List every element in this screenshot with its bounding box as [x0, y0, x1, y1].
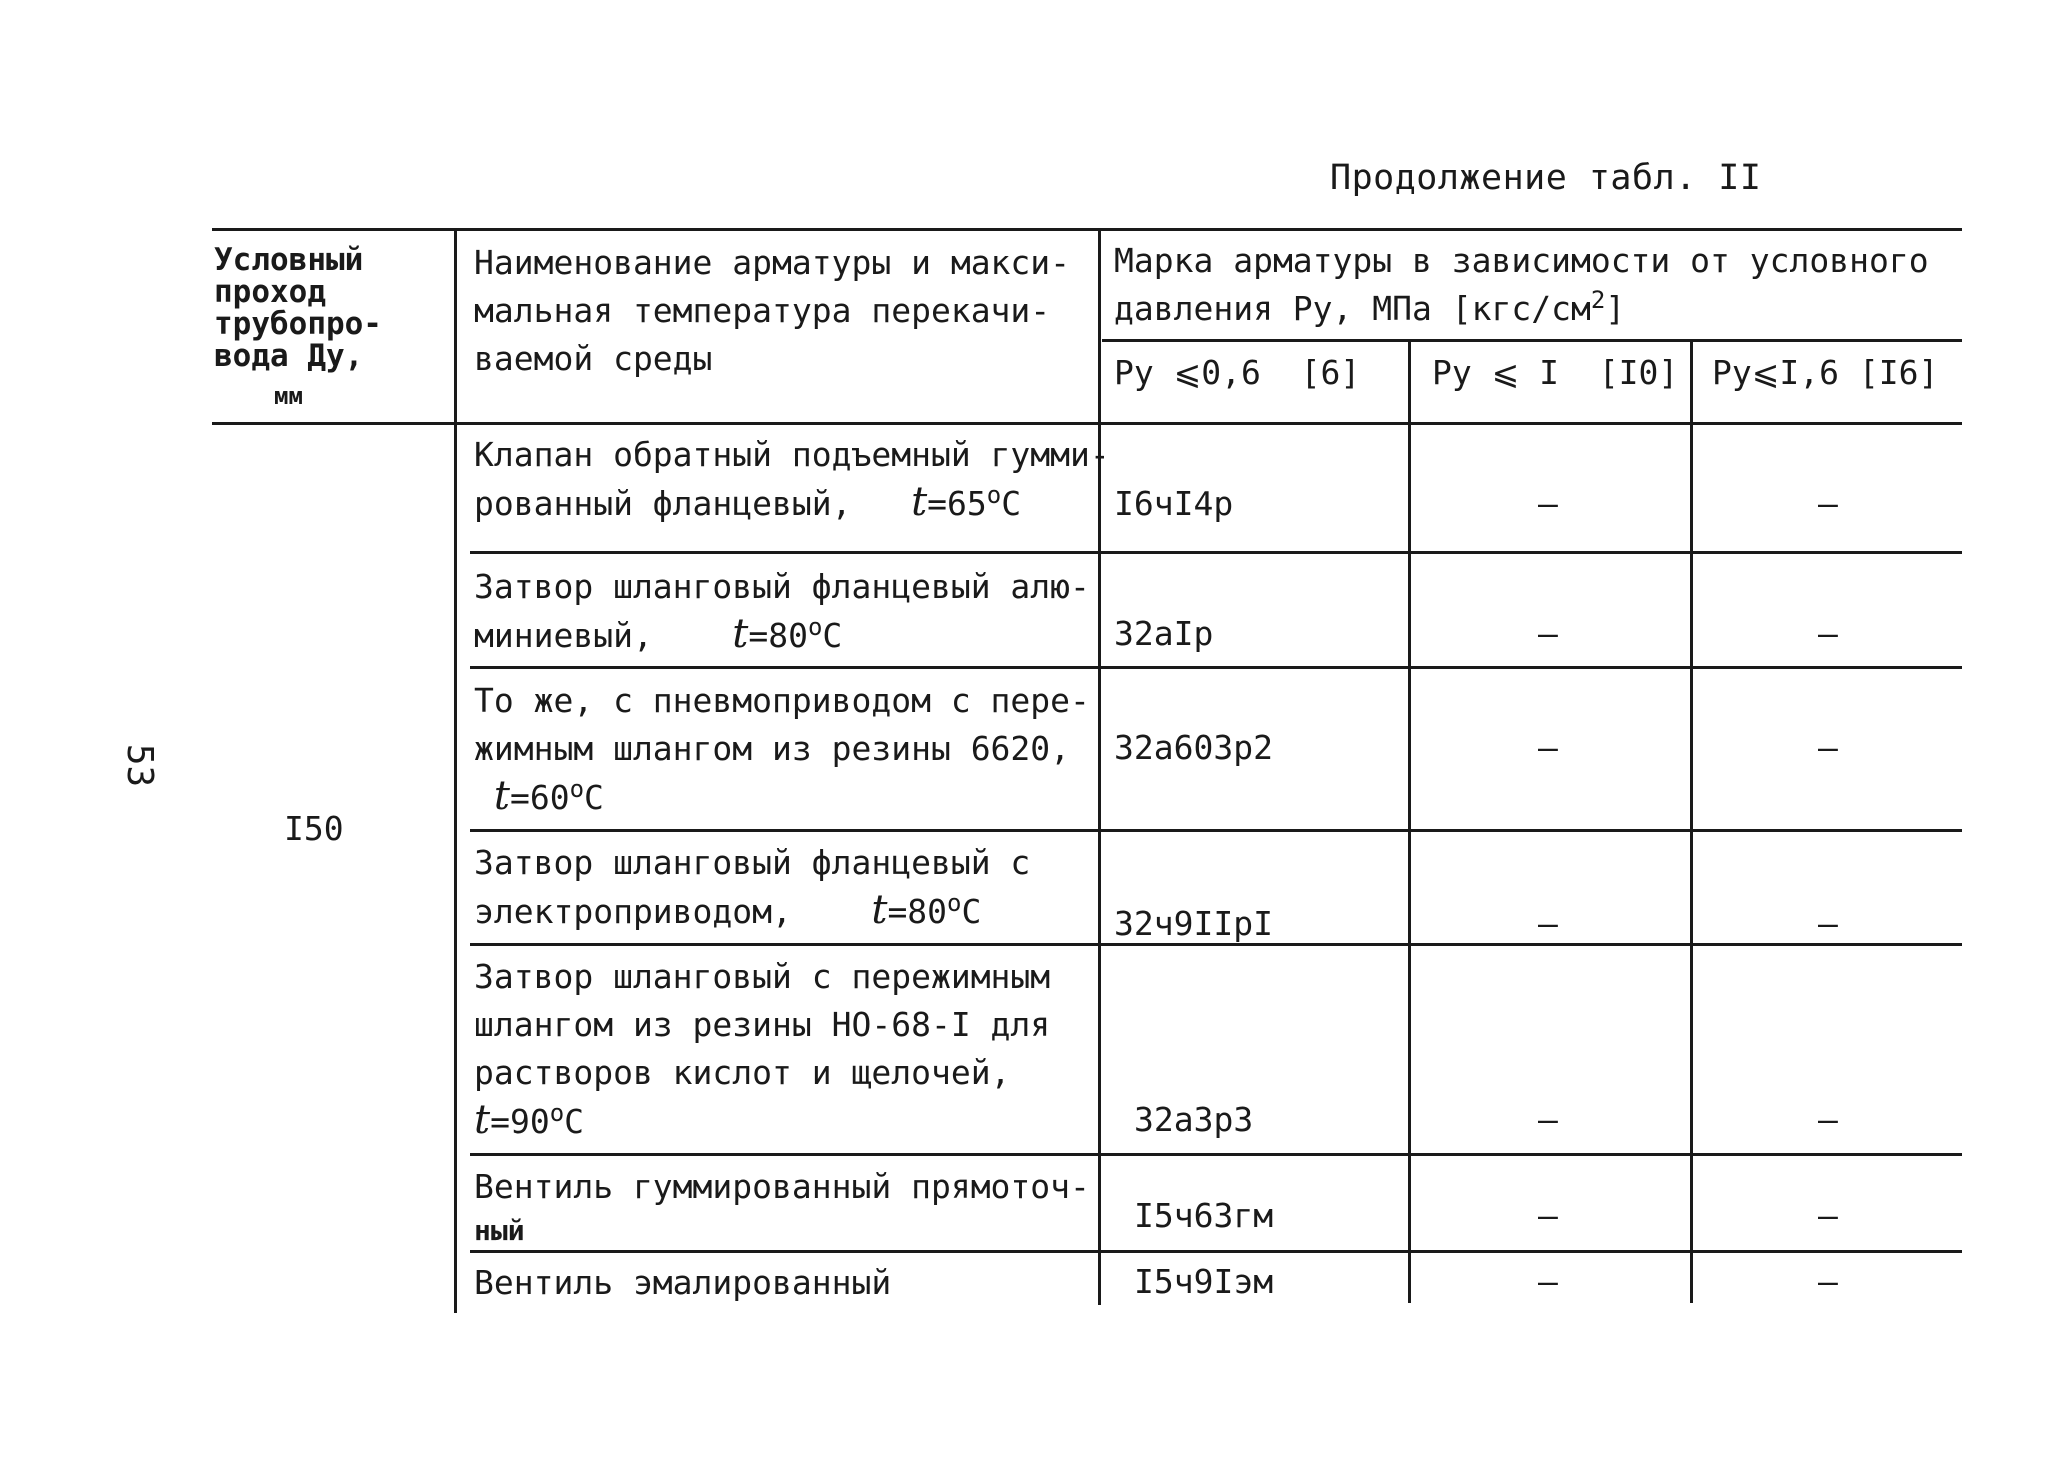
col-divider-4	[1690, 341, 1693, 1303]
row-name-line: миниевый, $t=80^oС$	[474, 611, 843, 657]
temperature-symbol: t	[871, 887, 888, 933]
row-name-line: рованный фланцевый, $t=65^oС$	[474, 479, 1022, 525]
row-name-line: Вентиль эмалированный	[474, 1263, 892, 1302]
page-number: 53	[119, 743, 161, 788]
empty-dash: –	[1818, 614, 1838, 653]
row-name-line: жимным шлангом из резины 6620,	[474, 729, 1071, 768]
diameter-value: I50	[284, 809, 344, 848]
row-name-line: Затвор шланговый фланцевый с	[474, 843, 1031, 882]
col-divider-1	[454, 230, 457, 1313]
temperature-symbol: t	[474, 1097, 491, 1143]
row-rule	[470, 666, 1962, 669]
empty-dash: –	[1818, 1100, 1838, 1139]
temperature-symbol: t	[732, 611, 749, 657]
empty-dash: –	[1538, 1196, 1558, 1235]
subheader-rule	[1102, 339, 1962, 342]
row-name-line: растворов кислот и щелочей,	[474, 1053, 1011, 1092]
empty-dash: –	[1538, 1262, 1558, 1301]
row-name-line: электроприводом, $t=80^oС$	[474, 887, 982, 933]
valve-mark: 32аIр	[1114, 614, 1214, 653]
empty-dash: –	[1818, 1262, 1838, 1301]
header-col2-line: мальная температура перекачи-	[474, 291, 1051, 330]
empty-dash: –	[1818, 484, 1838, 523]
row-name-line: Затвор шланговый с пережимным	[474, 957, 1051, 996]
valve-mark: I5ч63гм	[1134, 1196, 1274, 1235]
subheader-pressure-2: Ру ⩽ I [I0]	[1432, 353, 1679, 392]
row-rule	[470, 551, 1962, 554]
row-rule	[470, 829, 1962, 832]
empty-dash: –	[1538, 904, 1558, 943]
row-name-line: Затвор шланговый фланцевый алю-	[474, 567, 1090, 606]
empty-dash: –	[1538, 1100, 1558, 1139]
row-name-line: шлангом из резины НО-68-I для	[474, 1005, 1051, 1044]
row-rule	[470, 943, 1962, 946]
subheader-pressure-1: Ру ⩽0,6 [6]	[1114, 353, 1361, 392]
row-rule	[470, 1153, 1962, 1156]
row-name-line: То же, с пневмоприводом с пере-	[474, 681, 1090, 720]
row-name-line: ный	[474, 1214, 525, 1247]
temperature-symbol: t	[493, 773, 510, 819]
empty-dash: –	[1818, 728, 1838, 767]
header-col2-line: Наименование арматуры и макси-	[474, 243, 1071, 282]
header-col1-line: Условный	[214, 242, 364, 278]
table-top-rule	[212, 228, 1962, 231]
col-divider-3	[1408, 341, 1411, 1303]
valve-mark: 32ч9IIрI	[1114, 904, 1273, 943]
row-rule	[470, 1250, 1962, 1253]
row-name-line: Клапан обратный подъемный гумми-	[474, 435, 1110, 474]
empty-dash: –	[1538, 484, 1558, 523]
header-col1-line: мм	[274, 382, 303, 410]
table-caption: Продолжение табл. II	[1330, 158, 1762, 198]
row-name-line: $t=90^oС$	[474, 1097, 585, 1143]
valve-mark: I6чI4р	[1114, 484, 1234, 523]
valve-mark: I5ч9Iэм	[1134, 1262, 1274, 1301]
col-divider-2	[1098, 230, 1101, 1305]
empty-dash: –	[1538, 614, 1558, 653]
header-col3-line: давления Ру, МПа $[кгс/см^2]$	[1114, 286, 1626, 328]
row-name-line: $t=60^oС$	[493, 773, 604, 819]
header-col1-line: вода Ду,	[214, 338, 364, 374]
header-col1-line: трубопро-	[214, 306, 382, 342]
header-col3-line: Марка арматуры в зависимости от условного	[1114, 241, 1929, 280]
subheader-pressure-3: Ру⩽I,6 [I6]	[1712, 353, 1939, 392]
temperature-symbol: t	[911, 479, 928, 525]
empty-dash: –	[1818, 1196, 1838, 1235]
header-bottom-rule	[212, 422, 1962, 425]
empty-dash: –	[1818, 904, 1838, 943]
row-name-line: Вентиль гуммированный прямоточ-	[474, 1167, 1090, 1206]
valve-mark: 32а3р3	[1134, 1100, 1254, 1139]
header-col1-line: проход	[214, 274, 326, 310]
empty-dash: –	[1538, 728, 1558, 767]
header-col2-line: ваемой среды	[474, 339, 713, 378]
valve-mark: 32а603р2	[1114, 728, 1273, 767]
